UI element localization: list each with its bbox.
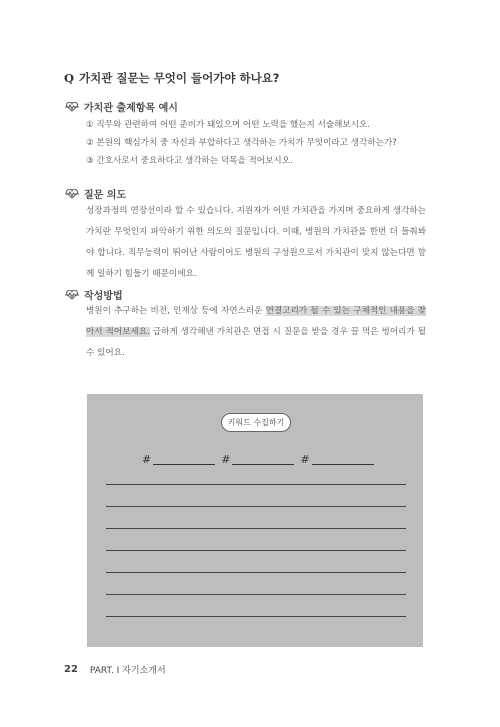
writing-line[interactable] — [106, 484, 406, 485]
keyword-blank[interactable] — [153, 454, 215, 465]
section-intent-heading — [65, 186, 126, 201]
writing-line[interactable] — [106, 506, 406, 507]
part-label: PART. Ⅰ 자기소개서 — [89, 666, 166, 676]
hashtag-row — [142, 454, 380, 465]
question-heading — [64, 70, 279, 86]
page-number: 22 — [64, 664, 78, 675]
method-highlight: 연결고리가 될 수 있는 구체적인 내용을 찾아서 적어보세요. — [86, 306, 426, 337]
writing-line[interactable] — [106, 616, 406, 617]
section-method-title: 작성방법 — [84, 291, 123, 302]
collect-keywords-button[interactable]: 키워드 수집하기 — [221, 413, 291, 432]
intent-paragraph: 성장과정의 연장선이라 할 수 있습니다. 지원자가 어떤 가치관을 가지며 중요하게 생각하는 가치란 무엇인지 파악하기 위한 의도의 질문입니다. 이때, 병원의 가치관을 한번 더 들춰봐야 합니다. 직무능력이 뛰어난 사람이어도 병원의 구성원으로서 가치관이 맞지 않는다면 함께 일하기 힘들기 때문이에요. — [86, 206, 426, 279]
keyword-blank[interactable] — [232, 454, 294, 465]
method-text: 급하게 생각해낸 가치관은 면접 시 질문을 받을 경우 꿀 먹은 벙어리가 될 수 있어요. — [86, 327, 427, 358]
example-item: ① 직무와 관련하여 어떤 준비가 돼있으며 어떤 노력을 했는지 서술해보시오. — [86, 120, 371, 130]
section-method-heading — [65, 287, 123, 302]
writing-line[interactable] — [106, 528, 406, 529]
keyword-worksheet — [87, 394, 423, 647]
example-item: ② 본원의 핵심가치 중 자신과 부합하다고 생각하는 가치가 무엇이라고 생각하는가? — [86, 138, 397, 148]
hash-symbol: # — [142, 453, 152, 466]
section-examples-heading — [65, 99, 178, 114]
question-prefix: Q — [64, 71, 75, 85]
page-footer — [64, 663, 166, 676]
question-text: 가치관 질문는 무엇이 들어가야 하나요? — [79, 71, 280, 85]
method-paragraph — [86, 301, 426, 364]
method-text: 병원이 추구하는 비전, 인재상 등에 자연스러운 — [86, 306, 266, 316]
heartbeat-icon — [65, 290, 79, 300]
section-intent-title: 질문 의도 — [84, 190, 127, 201]
section-examples-title: 가치관 출제항목 예시 — [84, 103, 178, 114]
writing-line[interactable] — [106, 550, 406, 551]
writing-line[interactable] — [106, 594, 406, 595]
heartbeat-icon — [65, 189, 79, 199]
hash-symbol: # — [221, 453, 231, 466]
heartbeat-icon — [65, 102, 79, 112]
keyword-blank[interactable] — [312, 454, 374, 465]
writing-line[interactable] — [106, 572, 406, 573]
hash-symbol: # — [300, 453, 310, 466]
example-item: ③ 간호사로서 중요하다고 생각하는 덕목을 적어보시오. — [86, 156, 293, 166]
